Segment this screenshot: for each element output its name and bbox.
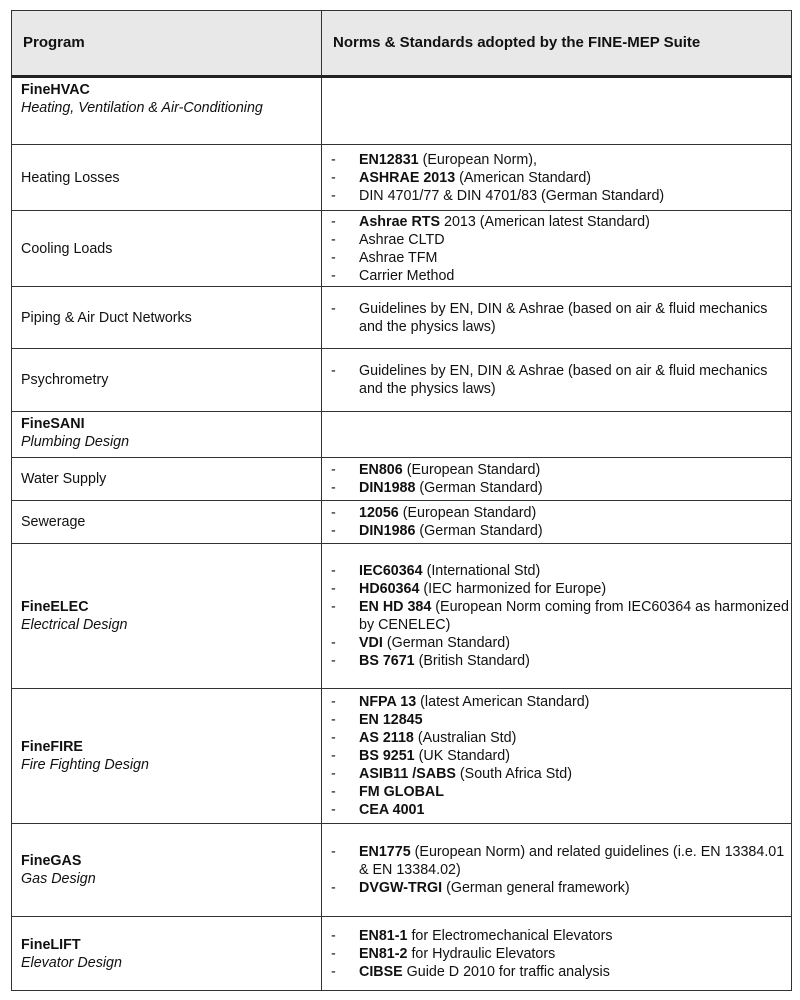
norm-code: BS 7671 <box>359 653 415 669</box>
norms-list <box>331 504 791 540</box>
program-subtitle: Plumbing Design <box>21 434 130 450</box>
list-item: - Carrier Method <box>331 267 455 284</box>
norms-cell <box>322 145 792 211</box>
list-item: - DIN 4701/77 & DIN 4701/83 (German Standard) <box>331 187 665 204</box>
list-item: - EN HD 384 (European Norm coming from IEC60364 as harmonized by CENELEC) <box>331 599 789 633</box>
program-name: FineHVAC <box>21 82 90 98</box>
norms-table <box>11 10 792 991</box>
norms-list <box>331 300 791 336</box>
table-row <box>12 77 792 145</box>
table-header <box>12 11 792 77</box>
norm-code: BS 9251 <box>359 748 415 764</box>
table-row <box>12 145 792 211</box>
norm-description: (International Std) <box>422 563 541 579</box>
table-body <box>12 77 792 991</box>
norm-code: NFPA 13 <box>359 694 417 710</box>
norm-code: DVGW-TRGI <box>359 880 443 896</box>
table-row <box>12 412 792 458</box>
table-row <box>12 544 792 689</box>
norm-code: EN HD 384 <box>359 599 432 615</box>
norm-description: (European Standard) <box>398 505 537 521</box>
list-item: - EN81-2 for Hydraulic Elevators <box>331 945 556 962</box>
program-cell <box>12 458 322 501</box>
norm-description: (IEC harmonized for Europe) <box>419 581 607 597</box>
norms-list <box>331 151 791 205</box>
table-row <box>12 689 792 824</box>
norms-list <box>331 362 791 398</box>
norm-description: (European Standard) <box>402 462 541 478</box>
norm-code: 12056 <box>359 505 399 521</box>
list-item: - EN12831 (European Norm), <box>331 151 538 168</box>
norm-description: (European Norm) and related guidelines (i.e. EN 13384.01 & EN 13384.02) <box>359 844 785 878</box>
list-item: - EN1775 (European Norm) and related guidelines (i.e. EN 13384.01 & EN 13384.02) <box>331 844 785 878</box>
row-label: Sewerage <box>21 514 86 530</box>
norm-code: EN81-1 <box>359 927 408 944</box>
list-item: - CEA 4001 <box>331 802 425 818</box>
norms-cell <box>322 349 792 412</box>
list-item: - ASIB11 /SABS (South Africa Std) <box>331 766 572 782</box>
norm-description: (British Standard) <box>414 653 530 669</box>
norms-list <box>331 562 791 670</box>
program-name: FineSANI <box>21 416 85 432</box>
program-cell <box>12 689 322 824</box>
norms-cell <box>322 412 792 458</box>
program-name: FineFIRE <box>21 739 83 755</box>
norm-description: (European Norm), <box>418 151 538 168</box>
norm-code: CIBSE <box>359 963 403 980</box>
norms-cell <box>322 287 792 349</box>
norm-code: DIN1986 <box>359 523 416 539</box>
norm-description: for Electromechanical Elevators <box>407 927 613 944</box>
list-item: - EN 12845 <box>331 712 423 728</box>
norm-code: DIN1988 <box>359 480 416 496</box>
norm-description: Ashrae CLTD <box>359 231 445 248</box>
norm-code: ASHRAE 2013 <box>359 169 456 186</box>
table-row <box>12 458 792 501</box>
row-label: Cooling Loads <box>21 240 113 257</box>
table-row <box>12 287 792 349</box>
norms-cell <box>322 77 792 145</box>
norm-code: ASIB11 /SABS <box>359 766 456 782</box>
norms-cell <box>322 544 792 689</box>
norm-description: (latest American Standard) <box>416 694 590 710</box>
list-item: - IEC60364 (International Std) <box>331 563 541 579</box>
program-cell <box>12 77 322 145</box>
row-label: Piping & Air Duct Networks <box>21 309 192 326</box>
norm-description: (German Standard) <box>415 480 543 496</box>
row-label: Psychrometry <box>21 372 109 388</box>
norm-code: IEC60364 <box>359 563 423 579</box>
program-name: FineGAS <box>21 853 82 869</box>
list-item: - CIBSE Guide D 2010 for traffic analysis <box>331 963 610 980</box>
program-subtitle: Fire Fighting Design <box>21 757 149 773</box>
norms-cell <box>322 458 792 501</box>
program-cell <box>12 145 322 211</box>
program-cell <box>12 824 322 917</box>
norm-description: Guide D 2010 for traffic analysis <box>402 963 610 980</box>
norms-cell <box>322 211 792 287</box>
norm-code: Ashrae RTS <box>359 213 441 230</box>
norm-description: for Hydraulic Elevators <box>407 945 556 962</box>
norm-code: EN12831 <box>359 151 419 168</box>
norm-code: CEA 4001 <box>359 802 425 818</box>
norms-list <box>331 843 791 897</box>
list-item: - Guidelines by EN, DIN & Ashrae (based on air & fluid mechanics and the physics laws) <box>331 363 768 397</box>
norm-description: Guidelines by EN, DIN & Ashrae (based on air & fluid mechanics and the physics laws) <box>359 300 768 335</box>
norm-description: Carrier Method <box>359 267 455 284</box>
list-item: - ASHRAE 2013 (American Standard) <box>331 169 592 186</box>
norm-description: 2013 (American latest Standard) <box>440 213 650 230</box>
row-label: Heating Losses <box>21 169 120 186</box>
norm-code: EN806 <box>359 462 403 478</box>
norm-description: DIN 4701/77 & DIN 4701/83 (German Standard) <box>359 187 665 204</box>
norm-description: Guidelines by EN, DIN & Ashrae (based on air & fluid mechanics and the physics laws) <box>359 363 768 397</box>
header-norms: Norms & Standards adopted by the FINE-MEP Suite <box>322 11 792 77</box>
norms-cell <box>322 824 792 917</box>
program-cell <box>12 544 322 689</box>
norm-code: EN81-2 <box>359 945 408 962</box>
norm-description: (German general framework) <box>442 880 630 896</box>
norm-code: EN1775 <box>359 844 411 860</box>
norms-list <box>331 461 791 497</box>
header-program: Program <box>12 11 322 77</box>
list-item: - Ashrae CLTD <box>331 231 445 248</box>
norm-description: (Australian Std) <box>413 730 517 746</box>
list-item: - HD60364 (IEC harmonized for Europe) <box>331 581 607 597</box>
table-row <box>12 211 792 287</box>
norms-cell <box>322 917 792 991</box>
list-item: - AS 2118 (Australian Std) <box>331 730 517 746</box>
list-item: - VDI (German Standard) <box>331 635 510 651</box>
table-row <box>12 917 792 991</box>
norm-description: (American Standard) <box>455 169 592 186</box>
list-item: - BS 9251 (UK Standard) <box>331 748 510 764</box>
program-cell <box>12 287 322 349</box>
norms-list <box>331 213 791 285</box>
program-name: FineLIFT <box>21 936 81 953</box>
program-cell <box>12 412 322 458</box>
norm-description: (German Standard) <box>382 635 510 651</box>
table-row <box>12 501 792 544</box>
list-item: - DIN1988 (German Standard) <box>331 480 543 496</box>
header-row <box>12 11 792 77</box>
list-item: - FM GLOBAL <box>331 784 444 800</box>
program-cell <box>12 211 322 287</box>
list-item: - DVGW-TRGI (German general framework) <box>331 880 630 896</box>
norm-code: HD60364 <box>359 581 420 597</box>
program-name: FineELEC <box>21 599 89 615</box>
table-row <box>12 824 792 917</box>
program-subtitle: Gas Design <box>21 871 96 887</box>
norms-cell <box>322 689 792 824</box>
norm-description: (European Norm coming from IEC60364 as harmonized by CENELEC) <box>359 599 789 633</box>
list-item: - BS 7671 (British Standard) <box>331 653 530 669</box>
list-item: - Ashrae RTS 2013 (American latest Standard) <box>331 213 650 230</box>
norm-code: EN 12845 <box>359 712 423 728</box>
norms-cell <box>322 501 792 544</box>
program-subtitle: Heating, Ventilation & Air-Conditioning <box>21 100 263 116</box>
table-row <box>12 349 792 412</box>
program-cell <box>12 501 322 544</box>
list-item: - NFPA 13 (latest American Standard) <box>331 694 590 710</box>
list-item: - EN81-1 for Electromechanical Elevators <box>331 927 613 944</box>
list-item: - Guidelines by EN, DIN & Ashrae (based on air & fluid mechanics and the physics laws) <box>331 300 768 335</box>
norms-list <box>331 693 791 819</box>
row-label: Water Supply <box>21 471 107 487</box>
norm-description: Ashrae TFM <box>359 249 438 266</box>
program-cell <box>12 349 322 412</box>
norms-list <box>331 927 791 981</box>
norm-description: (South Africa Std) <box>455 766 572 782</box>
list-item: - 12056 (European Standard) <box>331 505 537 521</box>
list-item: - DIN1986 (German Standard) <box>331 523 543 539</box>
norm-description: (UK Standard) <box>414 748 510 764</box>
norm-code: VDI <box>359 635 383 651</box>
norm-code: AS 2118 <box>359 730 414 746</box>
norm-description: (German Standard) <box>415 523 543 539</box>
program-subtitle: Elevator Design <box>21 954 122 971</box>
norm-code: FM GLOBAL <box>359 784 444 800</box>
list-item: - Ashrae TFM <box>331 249 438 266</box>
list-item: - EN806 (European Standard) <box>331 462 541 478</box>
program-subtitle: Electrical Design <box>21 617 128 633</box>
program-cell <box>12 917 322 991</box>
